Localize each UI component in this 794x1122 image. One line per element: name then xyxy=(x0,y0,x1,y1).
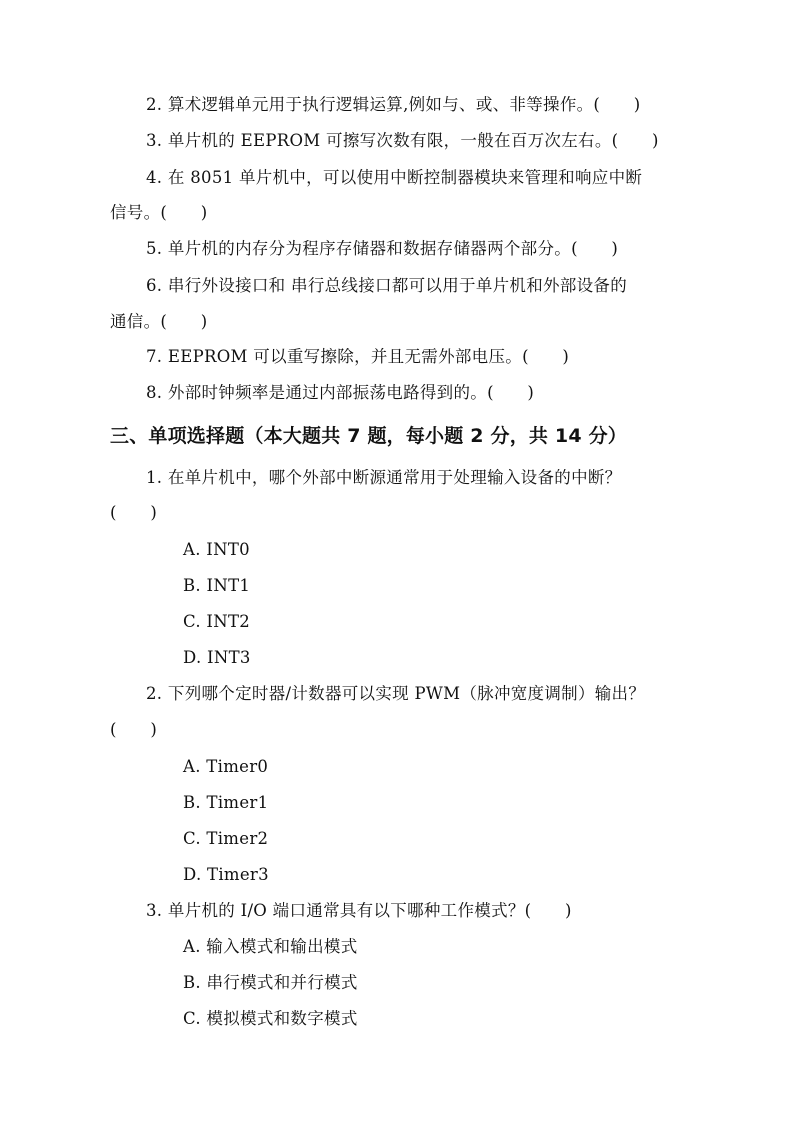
judgment-item-2: 2. 算术逻辑单元用于执行逻辑运算,例如与、或、非等操作。( ) xyxy=(146,95,641,114)
question-3-stem: 3. 单片机的 I/O 端口通常具有以下哪种工作模式？( ) xyxy=(146,901,572,920)
judgment-item-8: 8. 外部时钟频率是通过内部振荡电路得到的。( ) xyxy=(146,383,535,402)
section-heading: 三、单项选择题（本大题共 7 题，每小题 2 分，共 14 分） xyxy=(110,425,627,447)
question-2-option-d: D. Timer3 xyxy=(183,865,269,884)
question-1-option-c: C. INT2 xyxy=(183,612,251,631)
question-2-option-b: B. Timer1 xyxy=(183,793,269,812)
judgment-item-6-cont: 通信。( ) xyxy=(110,312,208,331)
judgment-item-5: 5. 单片机的内存分为程序存储器和数据存储器两个部分。( ) xyxy=(146,239,619,258)
judgment-item-4-cont: 信号。( ) xyxy=(110,203,208,222)
question-2-option-c: C. Timer2 xyxy=(183,829,269,848)
judgment-item-6: 6. 串行外设接口和 串行总线接口都可以用于单片机和外部设备的 xyxy=(146,276,628,295)
question-3-option-a: A. 输入模式和输出模式 xyxy=(183,937,358,956)
question-2-stem: 2. 下列哪个定时器/计数器可以实现 PWM（脉冲宽度调制）输出？ xyxy=(146,684,646,703)
question-1-option-b: B. INT1 xyxy=(183,576,251,595)
judgment-item-4: 4. 在 8051 单片机中，可以使用中断控制器模块来管理和响应中断 xyxy=(146,168,643,187)
question-1-answer-blank: ( ) xyxy=(110,503,158,522)
judgment-item-3: 3. 单片机的 EEPROM 可擦写次数有限，一般在百万次左右。( ) xyxy=(146,131,659,150)
judgment-item-7: 7. EEPROM 可以重写擦除，并且无需外部电压。( ) xyxy=(146,347,570,366)
question-3-option-b: B. 串行模式和并行模式 xyxy=(183,973,358,992)
question-2-option-a: A. Timer0 xyxy=(183,757,269,776)
question-3-option-c: C. 模拟模式和数字模式 xyxy=(183,1009,358,1028)
question-1-stem: 1. 在单片机中，哪个外部中断源通常用于处理输入设备的中断？ xyxy=(146,468,622,487)
question-2-answer-blank: ( ) xyxy=(110,720,158,739)
question-1-option-d: D. INT3 xyxy=(183,648,251,667)
question-1-option-a: A. INT0 xyxy=(183,540,250,559)
